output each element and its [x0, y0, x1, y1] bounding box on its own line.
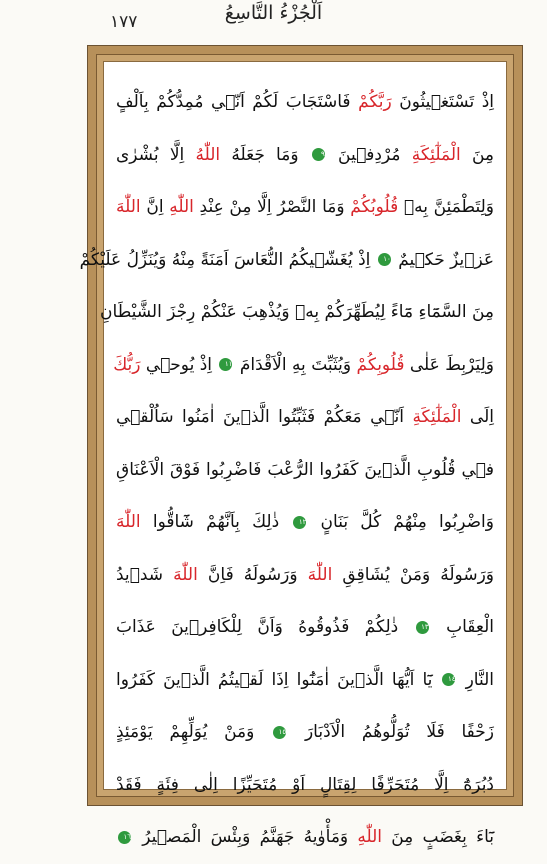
text-line	[116, 759, 494, 812]
text-line	[116, 549, 494, 602]
verse-text: وَرَسُولَهُ فَاِنَّ	[197, 564, 308, 585]
ayah-number-marker: ١١	[219, 358, 232, 371]
verse-text: مِنَ السَّمَٓاءِ مَٓاءً لِيُطَهِّرَكُمْ بِه۪ وَيُذْهِبَ عَنْكُمْ رِجْزَ الشَّيْطَانِ	[100, 302, 494, 322]
text-line	[100, 286, 494, 339]
ayah-number-marker: ١٢	[293, 516, 306, 529]
verse-text: وَمَا النَّصْرُ اِلَّا مِنْ عِنْدِ	[193, 197, 351, 217]
verse-text: فَاسْتَجَابَ لَكُمْ اَنّ۪ي مُمِدُّكُمْ بِاَلْفٍ	[116, 92, 359, 112]
text-line	[116, 76, 494, 129]
highlighted-word: اللّٰهَ	[116, 197, 141, 217]
verse-text: ذٰلِكُمْ فَذُوقُوهُ وَاَنَّ لِلْكَافِر۪ينَ عَذَابَ	[116, 617, 414, 637]
text-line	[79, 234, 494, 287]
verse-text: اِذْ يُغَشّ۪يكُمُ النُّعَاسَ اَمَنَةً مِنْهُ وَيُنَزِّلُ عَلَيْكُمْ	[79, 249, 376, 270]
verse-text: شَد۪يدُ	[116, 564, 174, 585]
page-number: ١٧٧	[110, 12, 138, 32]
text-line	[116, 654, 494, 707]
highlighted-word: اللّٰهِ	[169, 197, 194, 217]
juz-title: اَلْجُزْءُ التَّاسِعُ	[224, 2, 323, 24]
quran-text	[79, 76, 495, 847]
verse-text: وَيُثَبِّتَ بِهِ الْاَقْدَامَ	[234, 354, 357, 375]
ayah-number-marker: ١٤	[442, 673, 455, 686]
ayah-number-marker: ١٠	[378, 253, 391, 266]
verse-text: وَمَأْوٰيهُ جَهَنَّمُ وَبِئْسَ الْمَص۪يرُ	[133, 827, 358, 847]
highlighted-word: رَبَّكُمْ	[358, 92, 392, 112]
highlighted-word: اللّٰهَ	[173, 564, 198, 585]
highlighted-word: قُلُوبِكُمْ	[356, 354, 405, 375]
verse-text: وَلِيَرْبِطَ عَلٰى	[404, 354, 494, 375]
verse-text: ذٰلِكَ بِاَنَّهُمْ شَٓاقُّوا	[140, 512, 292, 532]
highlighted-word: اللّٰهَ	[116, 512, 141, 532]
ayah-number-marker: ١٥	[273, 726, 286, 739]
verse-text: وَمَا جَعَلَهُ	[220, 144, 310, 165]
verse-text: اِلَى	[461, 407, 494, 427]
verse-text: عَز۪يزٌ حَك۪يمٌ	[392, 249, 494, 270]
verse-text: النَّارِ	[457, 669, 494, 690]
verse-text: وَاضْرِبُوا مِنْهُمْ كُلَّ بَنَانٍ	[308, 512, 494, 532]
verse-text: وَمَنْ يُوَلِّهِمْ يَوْمَئِذٍ	[116, 722, 272, 742]
verse-text: دُبُرَهُٓ اِلَّا مُتَحَرِّفًا لِقِتَالٍ اَوْ مُتَحَيِّزًا اِلٰى فِئَةٍ فَقَدْ	[116, 774, 494, 795]
verse-text: اِذْ يُوح۪ي	[140, 354, 218, 375]
verse-text: اِلَّا بُشْرٰى	[116, 144, 196, 165]
text-line	[116, 811, 494, 864]
page-border-outer	[79, 45, 523, 847]
highlighted-word: اللّٰهُ	[195, 144, 221, 165]
verse-text: يَٓا اَيُّهَا الَّذ۪ينَ اٰمَنُٓوا اِذَا لَق۪يتُمُ الَّذ۪ينَ كَفَرُوا	[116, 669, 441, 690]
verse-text: اِنَّ	[140, 197, 170, 217]
highlighted-word: اللّٰهَ	[307, 564, 333, 585]
page-header	[0, 0, 547, 44]
verse-text: بَٓاءَ بِغَضَبٍ مِنَ	[382, 827, 494, 847]
ayah-number-marker: ٩	[312, 148, 325, 161]
verse-text: الْعِقَابِ	[430, 617, 494, 637]
highlighted-word: قُلُوبُكُمْ	[350, 197, 399, 217]
highlighted-word: الْمَلٰٓئِكَةِ	[411, 144, 461, 165]
text-panel	[79, 61, 507, 847]
verse-text: اِذْ تَسْتَغ۪يثُونَ	[391, 92, 494, 112]
ayah-number-marker: ١٦	[118, 831, 131, 844]
text-line	[116, 181, 494, 234]
text-line	[116, 444, 494, 497]
verse-text: زَحْفًا فَلَا تُوَلُّوهُمُ الْاَدْبَارَ	[288, 722, 494, 742]
text-line	[116, 129, 494, 182]
ayah-number-marker: ١٣	[416, 621, 429, 634]
text-line	[113, 339, 494, 392]
highlighted-word: اللّٰهِ	[357, 827, 383, 847]
text-line	[116, 706, 494, 759]
verse-text: ف۪ي قُلُوبِ الَّذ۪ينَ كَفَرُوا الرُّعْبَ فَاضْرِبُوا فَوْقَ الْاَعْنَاقِ	[116, 459, 494, 480]
highlighted-word: الْمَلٰٓئِكَةِ	[412, 407, 462, 427]
verse-text: وَرَسُولَهُ وَمَنْ يُشَاقِقِ	[332, 564, 495, 585]
text-line	[116, 391, 494, 444]
text-line	[116, 496, 494, 549]
verse-text: مُرْدِف۪ينَ	[326, 144, 412, 165]
verse-text: مِنَ	[460, 144, 495, 165]
verse-text: اَنّ۪ي مَعَكُمْ فَثَبِّتُوا الَّذ۪ينَ اٰمَنُوا سَاُلْق۪ي	[116, 407, 413, 427]
page-border-middle	[79, 54, 514, 847]
text-line	[116, 601, 494, 654]
highlighted-word: رَبُّكَ	[113, 354, 141, 375]
verse-text: وَلِتَطْمَئِنَّ بِه۪	[398, 197, 494, 217]
